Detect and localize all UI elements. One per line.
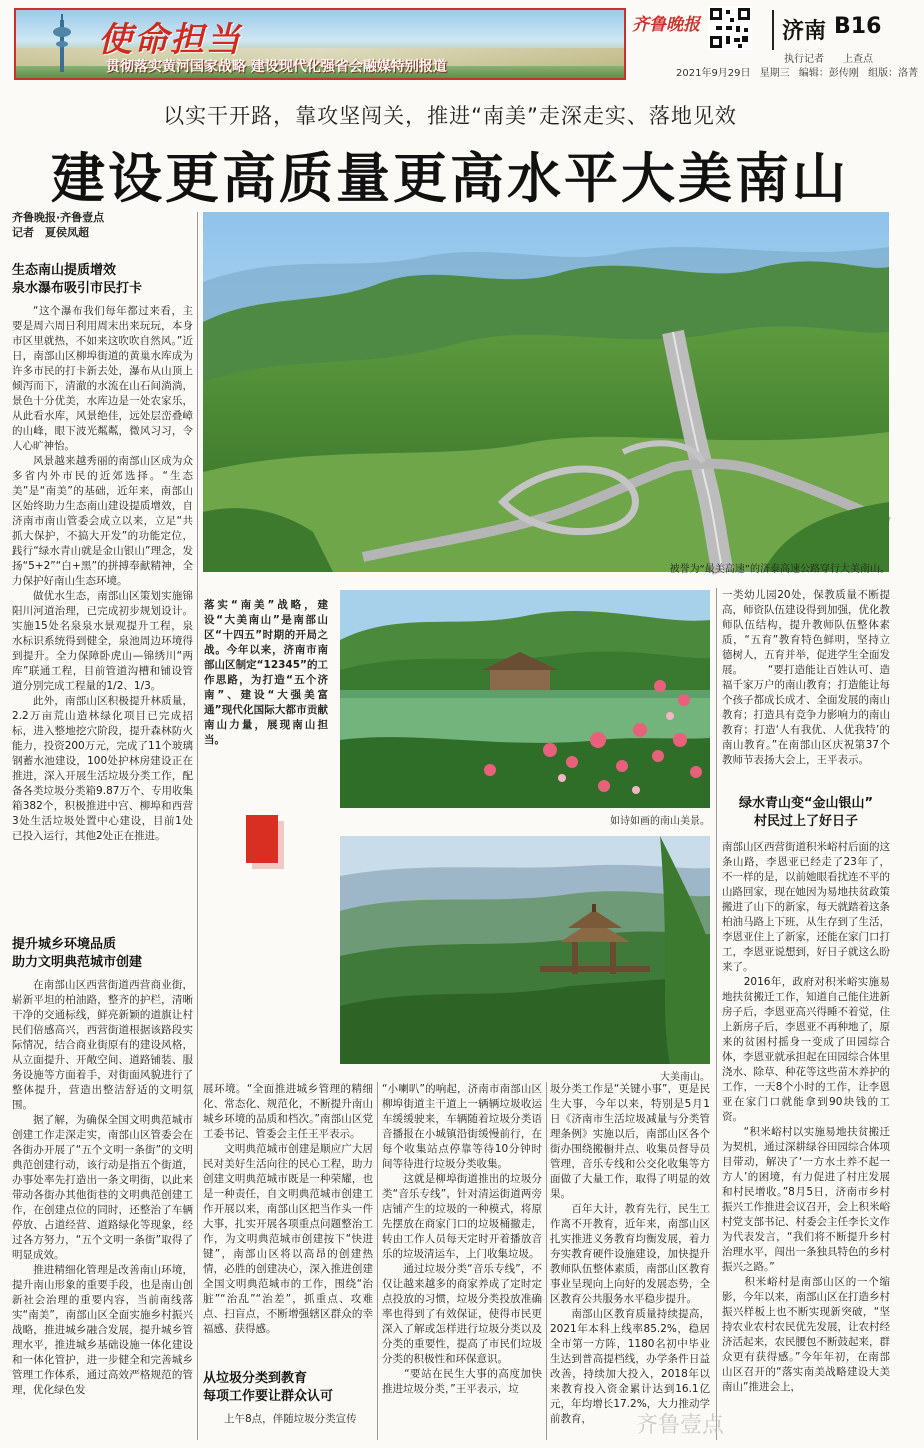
paragraph: 此外，南部山区积极提升林质量，2.2万亩荒山造林绿化项目已完成招标，进入整地挖穴阶段，提升森林防火能力，投资200万元，完成了11个玻璃钢蓄水池建设，100处护林房建设正在推进，深入开展生活垃圾分类工作，配备各类垃圾分类箱9.87万个、专用收集箱382个，积极推进中宫、柳埠和西营3处生活垃圾处置中心建设，目前1处已投入运行，其他2处正在推进。 [12, 695, 193, 842]
section-ecology-body [12, 304, 193, 929]
banner-title: 使命担当 [98, 20, 242, 60]
editor-label-1: 执行记者 [784, 54, 824, 65]
paragraph: 推进精细化管理是改善南山环境，提升南山形象的重要手段，也是南山创新社会治理的重要内容，当前南线落实“南美”，南部山区全面实施乡村振兴战略，推进城乡融合发展，提升城乡管理水平，推进城乡基础设施一体化建设和一体化管护，进一步健全和完善城乡管理工作体系，通过高效严格规范的管理，优化绿色发 [12, 1264, 193, 1396]
summary-box: 落实“南美”战略，建设“大美南山”是南部山区“十四五”时期的开局之战。今年以来，济南市南部山区制定“12345”的工作思路，为打造“五个济南”、建设“大强美富通”现代化国际大都市贡献南山力量，展现南山担当。 [204, 599, 328, 746]
greenhills-body: 南部山区西营街道积米峪村后面的这条山路，李恩亚已经走了23年了，不一样的是，以前她眼看扰连不平的山路回家，现在她因为易地扶贫政策搬进了山下的新家，每天就踏着这条柏油马路上下班，从生存到了生活，李恩亚住上了新家，还能在家门口打工，李恩亚说想到，好日子就这么盼来了。 2016年，政府对积米峪实施易地扶贫搬迁工作，知道自己能住进新房子后，李恩亚高兴得睡不着觉，住上新房子后，李恩亚不再种地了，原来的贫困村摇身一变成了田园综合体，李恩亚就承担起在田园综合体里浇水、除草、种花等这些苗木养护的工作，一天8个小时的工作，让李恩亚在家门口就能拿到90块钱的工资。 “积米峪村以实施易地扶贫搬迁为契机，通过深耕绿谷田园综合体项目带动，解决了‘一方水土养不起一方人’的困境，有力促进了村庄发展和村民增收。”8月5日，济南市乡村振兴工作推进会议召开，会上积米峪村党支部书记、村委会主任李长文作为代表发言，“我们将不断提升乡村治理水平，闯出一条独具特色的乡村振兴之路。” 积米峪村是南部山区的一个缩影，今年以来，南部山区在打造乡村振兴样板上也不断实现新突破，“坚持农业农村农民优先发展，让农村经济活起来，农民腰包不断鼓起来，群众更有获得感。”今年年初，在南部山区召开的“落实南美战略建设大美南山”推进会上， [722, 841, 890, 1393]
section-heading-ecology [12, 262, 192, 298]
paragraph: 风景越来越秀丽的南部山区成为众多省内外市民的近郊选择。“生态美”是“南美”的基础，近年来，南部山区始终助力生态南山建设提质增效，自济南市南山管委会成立以来，立足“共抓大保护，不搞大开发”的功能定位，践行“绿水青山就是金山银山”理念，发扬“5+2”“白+黑”的拼搏奉献精神，全力保护好南山生态环境。 [12, 455, 193, 587]
header-divider [772, 10, 774, 50]
section-heading-line: 生态南山提质增效 [12, 263, 117, 278]
section-heading-line: 每项工作要让群众认可 [203, 1389, 334, 1404]
section-heading-civilization [12, 936, 192, 972]
photo3-caption: 大美南山。 [660, 1072, 710, 1083]
newspaper-logo: 齐鲁晚报 [632, 15, 700, 35]
section-civilization-body [12, 978, 193, 1440]
paragraph: 据了解，为确保全国文明典范城市创建工作走深走实，南部山区管委会在各街办开展了“五个文明一条街”的文明典范创建行动，该行动是指五个街道，办事处率先打造出一条文明街，以此来带动各街办其他街巷的文明典范创建工作，在创建点位的同时，还整治了车辆停放、占道经营、道路绿化等现象，经过各方努力，“五个文明一条街”取得了明显成效。 [12, 1114, 193, 1261]
section-heading-line: 助力文明典范城市创建 [12, 955, 143, 970]
paragraph: 在南部山区西营街道西营商业街，崭新平坦的柏油路，整齐的护栏，清晰干净的交通标线，鲜亮新颖的道旗让村民们倍感高兴，西营街道根据该路段实际情况，结合商业街原有的建设风格，从立面提升、开敞空间、道路铺装、服务设施等方面着手，对街面风貌进行了整体提升，营造出整洁舒适的文明氛围。 [12, 979, 193, 1111]
red-accent-block [246, 815, 278, 863]
issue-date: 2021年9月29日 [676, 68, 751, 79]
watermark: 齐鲁壹点 [636, 1413, 725, 1438]
byline-reporter: 记者 夏侯凤超 [12, 226, 89, 239]
column-d-body: 圾分类工作是“关键小事”，更是民生大事，今年以来，特别是5月1日《济南市生活垃圾减量与分类管理条例》实施以后，南部山区各个街办围绕搬橱井点、收集员督导员管理，音乐专线和公交化收集等方面做了大量工作，取得了明显的效果。 百年大计，教育先行，民生工作离不开教育，近年来，南部山区扎实推进义务教育均衡发展，着力夯实教育硬件设施建设，加快提升教师队伍整体素质，南部山区教育事业呈现向上向好的发展态势，全区教育公共服务水平稳步提升。 南部山区教育质量持续提高，2021年本科上线率85.2%，稳居全市第一方阵，1180名初中毕业生达到普高提档线，办学条件日益改善，持续加大投入，2018年以来教育投入资金累计达到16.1亿元，年均增长17.2%，大力推动学前教育， [550, 1083, 710, 1425]
pavilion-photo [340, 836, 710, 1064]
paragraph: 做优水生态，南部山区策划实施锦阳川河道治理，已完成初步规划设计。实施15处名泉泉水景观提升工程，泉水标识系统得到健全，泉池周边环境得到提升。全力保障卧虎山—锦绣川“两库”联通工程，目前管道沟槽和铺设管道分别完成工程量的1/2、1/3。 [12, 590, 193, 692]
section-heading-line: 泉水瀑布吸引市民打卡 [12, 281, 143, 296]
qr-code-icon [708, 6, 752, 50]
section-heading-line: 绿水青山变“金山银山” [738, 796, 874, 811]
column-b-body: 展环境。“全面推进城乡管理的精细化、常态化、规范化，不断提升南山城乡环境的品质和档次。”南部山区党工委书记、管委会主任王平表示。 文明典范城市创建是顺应广大居民对美好生活向往的民心工程，助力创建文明典范城市既是一种荣耀，也是一种责任，自文明典范城市创建工作开展以来，南部山区把当作头一件大事，扎实开展各项重点问题整治工作，为文明典范城市创建按下“快进键”，南部山区将以高昂的创建热情，必胜的创建决心，深入推进创建全国文明典范城市的工作，围绕“治脏”“治乱”“治差”，抓重点、攻难点、扫盲点，不断增强辖区群众的幸福感、获得感。 [203, 1083, 373, 1335]
highway-photo [203, 212, 889, 572]
byline-source: 齐鲁晚报·齐鲁壹点 [12, 211, 105, 224]
tv-tower-icon [40, 14, 84, 74]
section-heading-greenhills [722, 795, 890, 831]
section-heading-line: 村民过上了好日子 [753, 814, 858, 829]
paragraph: “这个瀑布我们每年都过来看，主要是周六周日利用周末出来玩玩，本身市区里就热，不如来这吹吹自然风。”近日，南部山区柳埠街道的黄巢水库成为许多市民的打卡新去处，瀑布从山顶上倾泻而下，清澈的水流在山石间淌淌，景色十分优美，水库边是一处农家乐，从此看水库，风景绝佳，远处层峦叠嶂的山峰，眼下波光粼粼，微风习习，令人心旷神怡。 [12, 305, 193, 452]
section-heading-line: 提升城乡环境品质 [12, 937, 117, 952]
section-heading-garbage [203, 1370, 373, 1406]
lake-photo [340, 590, 710, 808]
issue-layout: 组版：洛菁 [868, 68, 919, 79]
column-rule [377, 1082, 378, 1440]
article-headline: 建设更高质量更高水平大美南山 [51, 147, 849, 210]
column-rule [197, 212, 198, 1440]
editor-label-2: 上查点 [843, 54, 873, 65]
header-banner [14, 8, 626, 80]
photo2-caption: 如诗如画的南山美景。 [610, 816, 710, 827]
section-city: 济南 [782, 19, 827, 44]
column-c-body: “小喇叭”的响起，济南市南部山区柳埠街道主干道上一辆辆垃圾收运车缓缓驶来，车辆随着垃圾分类语音播报在小城镇沿街缓慢前行，在每个收集站点停靠等待10分钟时间等待进行垃圾分类收集。 这就是柳埠街道推出的垃圾分类“音乐专线”，针对清运街道两旁店铺产生的垃圾的一种模式，将原先摆放在商家门口的垃圾桶撤走，转由工作人员每天定时开着播放音乐的垃圾清运车，上门收集垃圾。 通过垃圾分类“音乐专线”，不仅让越来越多的商家养成了定时定点投放的习惯，垃圾分类投放准确率也得到了有效保证，使得市民更深入了解或怎样进行垃圾分类以及分类的重要性，提高了市民们垃圾分类的积极性和环保意识。 “要站在民生大事的高度加快推进垃圾分类，”王平表示，垃 [382, 1083, 542, 1395]
column-rule [716, 588, 717, 1440]
page-number: B16 [834, 14, 882, 39]
article-kicker: 以实干开路，靠攻坚闯关，推进“南美”走深走实、落地见效 [163, 104, 737, 128]
byline [12, 210, 104, 240]
section-heading-line: 从垃圾分类到教育 [203, 1371, 308, 1386]
issue-editor: 编辑：彭传刚 [798, 68, 859, 79]
education-body: 一类幼儿园20处，保教质量不断提高，师资队伍建设得到加强，优化教师队伍结构，提升教师队伍整体素质，“五育”教育特色鲜明，坚持立德树人，五育并举，促进学生全面发展。 “要打造能让百姓认可、造福千家万户的南山教育；打造能让每个孩子都成长成才、全面发展的南山教育；打造具有竞争力影响力的南山教育；打造‘人有我优、人优我特’的南山教育。”在南部山区庆祝第37个教师节表扬大会上，王平表示。 [722, 589, 890, 766]
banner-subtitle: 贯彻落实黄河国家战略 建设现代化强省会融媒特别报道 [106, 59, 447, 75]
issue-weekday: 星期三 [759, 68, 790, 79]
photo1-caption: 被誉为“最美高速”的济泰高速公路穿行大美南山。 [669, 564, 890, 575]
column-rule [546, 1082, 547, 1440]
garbage-body-start: 上午8点，伴随垃圾分类宣传 [224, 1413, 357, 1425]
issue-meta [676, 64, 924, 79]
